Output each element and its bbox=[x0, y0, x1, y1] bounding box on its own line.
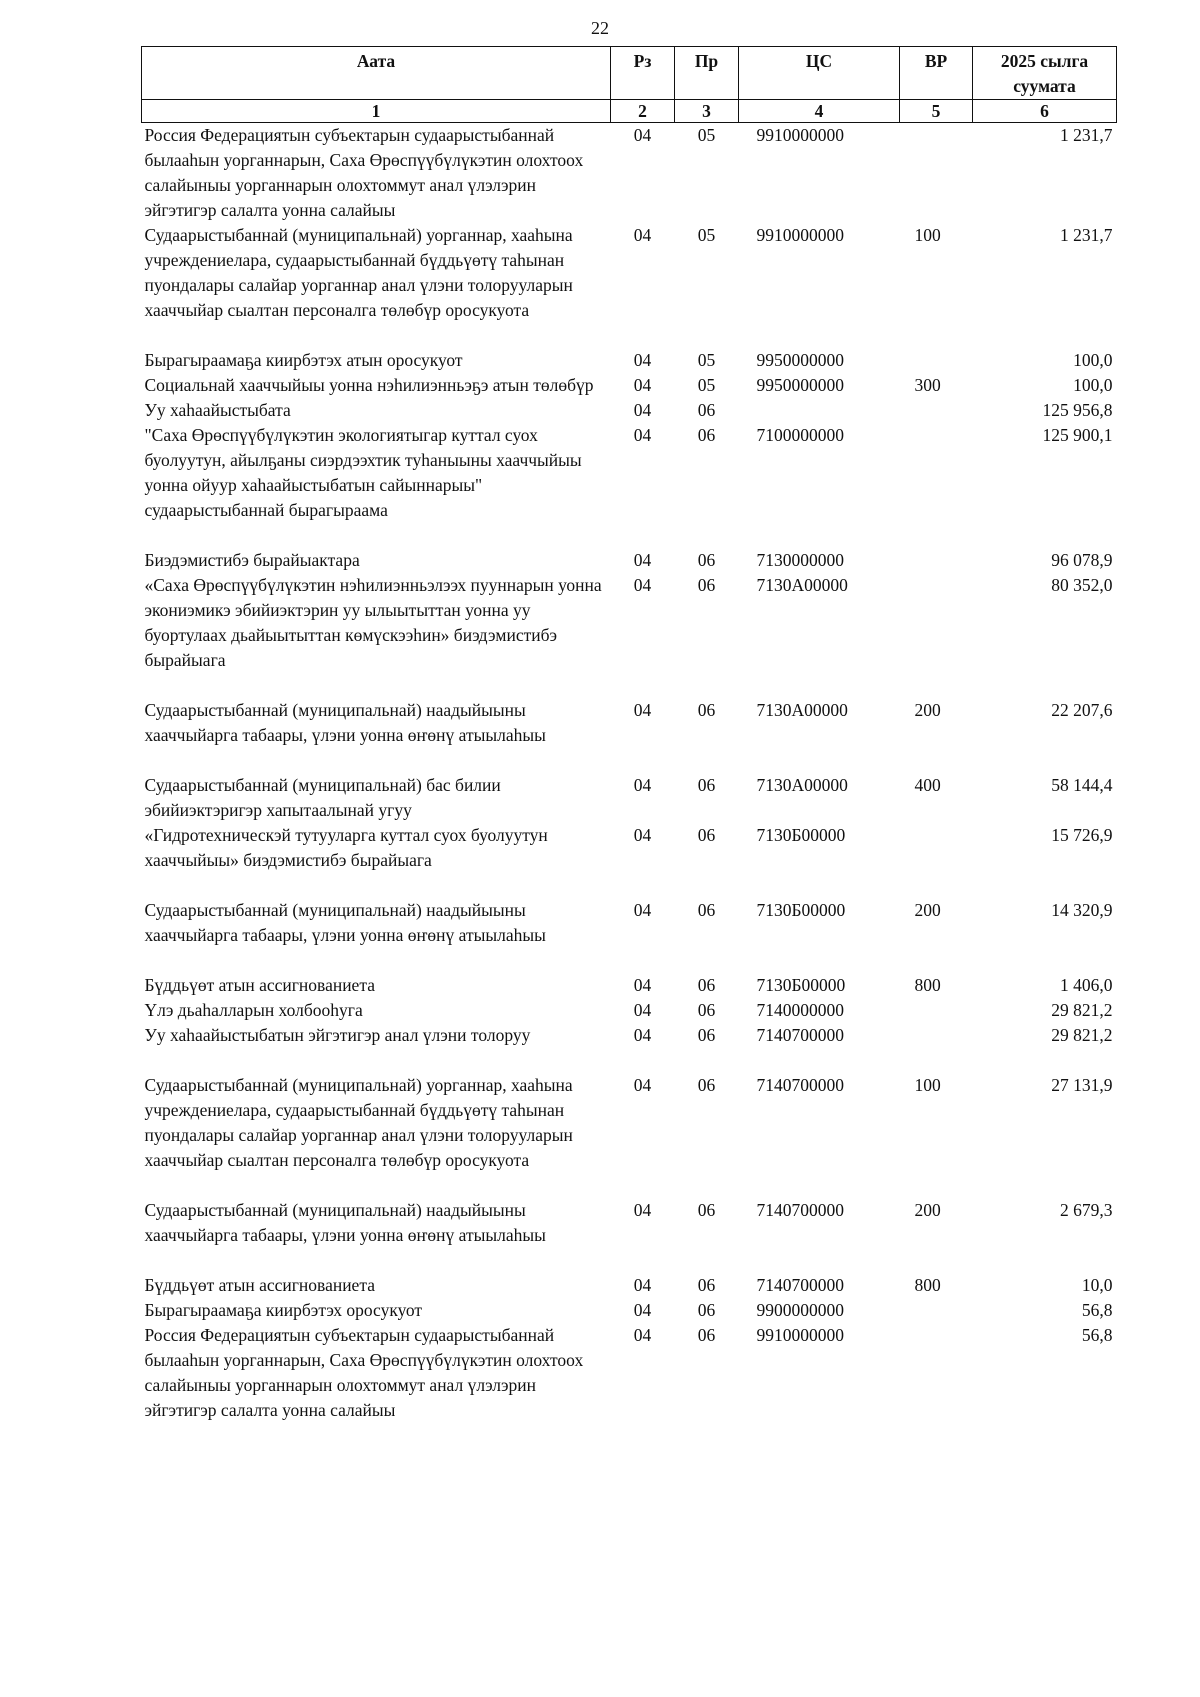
cell-sum: 96 078,9 bbox=[1051, 550, 1113, 570]
cell-name: Россия Федерациятын субъектарын судаарыстыбаннай былааһын уорганнарын, Саха Өрөспүүбүлүкэтин олохтоох салайыныы уорганнарын олохтоммут анал үлэлэрин эйгэтигэр салалта уонна салайыы bbox=[144, 1325, 584, 1420]
cell-pr: 06 bbox=[697, 1000, 716, 1020]
table-header bbox=[142, 47, 1117, 123]
cell-pr: 06 bbox=[697, 400, 716, 420]
column-number-row bbox=[142, 100, 1117, 123]
cell-rz: 04 bbox=[633, 1275, 652, 1295]
cell-vr bbox=[900, 1323, 973, 1423]
cell-sum: 27 131,9 bbox=[1051, 1075, 1113, 1095]
cell-vr bbox=[900, 1023, 973, 1073]
cell-cs: 9910000000 bbox=[756, 125, 844, 145]
cell-name: Судаарыстыбаннай (муниципальнай) наадыйыыны хааччыйарга табаары, үлэни уонна өҥөнү атыылаһыы bbox=[144, 900, 546, 945]
table-row bbox=[142, 423, 1117, 548]
cell-sum: 1 406,0 bbox=[1060, 975, 1113, 995]
cell-cs: 7140700000 bbox=[756, 1025, 844, 1045]
header-name: Аата bbox=[142, 47, 611, 100]
cell-sum: 22 207,6 bbox=[1051, 700, 1113, 720]
cell-cs: 7130Б00000 bbox=[756, 900, 846, 920]
cell-pr: 05 bbox=[697, 350, 716, 370]
cell-rz: 04 bbox=[633, 1075, 652, 1095]
table-row bbox=[142, 698, 1117, 773]
cell-vr bbox=[900, 548, 973, 573]
cell-vr: 200 bbox=[914, 900, 941, 920]
cell-cs: 9950000000 bbox=[756, 375, 844, 395]
header-rz: Рз bbox=[611, 47, 675, 100]
cell-cs: 7130А00000 bbox=[756, 775, 848, 795]
cell-rz: 04 bbox=[633, 225, 652, 245]
cell-name: Судаарыстыбаннай (муниципальнай) наадыйыыны хааччыйарга табаары, үлэни уонна өҥөнү атыылаһыы bbox=[144, 1200, 546, 1245]
cell-sum: 58 144,4 bbox=[1051, 775, 1113, 795]
cell-name: Социальнай хааччыйыы уонна нэһилиэнньэҕэ атын төлөбүр bbox=[144, 375, 594, 395]
cell-rz: 04 bbox=[633, 1200, 652, 1220]
cell-sum: 15 726,9 bbox=[1051, 825, 1113, 845]
cell-sum: 2 679,3 bbox=[1060, 1200, 1113, 1220]
cell-rz: 04 bbox=[633, 775, 652, 795]
cell-pr: 06 bbox=[697, 900, 716, 920]
cell-rz: 04 bbox=[633, 400, 652, 420]
cell-vr: 200 bbox=[914, 700, 941, 720]
cell-name: Судаарыстыбаннай (муниципальнай) наадыйыыны хааччыйарга табаары, үлэни уонна өҥөнү атыылаһыы bbox=[144, 700, 546, 745]
cell-sum: 125 900,1 bbox=[1042, 425, 1113, 445]
cell-name: Судаарыстыбаннай (муниципальнай) уорганнар, хааһына учреждениелара, судаарыстыбаннай бүддьүөтү таһынан пуондалары салайар уорганнар анал үлэни толорууларын хааччыйар сыалтан персоналга төлөбүр оросукуота bbox=[144, 225, 573, 320]
cell-pr: 05 bbox=[697, 375, 716, 395]
cell-sum: 1 231,7 bbox=[1060, 225, 1113, 245]
cell-pr: 06 bbox=[697, 575, 716, 595]
cell-vr: 400 bbox=[914, 775, 941, 795]
cell-cs: 7130Б00000 bbox=[756, 975, 846, 995]
cell-cs: 9900000000 bbox=[756, 1300, 844, 1320]
cell-name: Бырагыраамаҕа киирбэтэх атын оросукуот bbox=[144, 350, 463, 370]
table-row bbox=[142, 773, 1117, 823]
cell-vr: 800 bbox=[914, 1275, 941, 1295]
table-row bbox=[142, 998, 1117, 1023]
cell-pr: 06 bbox=[697, 825, 716, 845]
cell-sum: 100,0 bbox=[1073, 375, 1113, 395]
cell-cs: 9910000000 bbox=[756, 1325, 844, 1345]
table-row bbox=[142, 573, 1117, 698]
table-row bbox=[142, 823, 1117, 898]
table-row bbox=[142, 548, 1117, 573]
cell-rz: 04 bbox=[633, 975, 652, 995]
cell-rz: 04 bbox=[633, 425, 652, 445]
cell-rz: 04 bbox=[633, 550, 652, 570]
cell-name: "Саха Өрөспүүбүлүкэтин экологиятыгар куттал суох буолуутун, айылҕаны сиэрдээхтик туһаныыны хааччыйыы уонна ойуур хаһаайыстыбатын сайыннарыы" судаарыстыбаннай бырагыраама bbox=[144, 425, 582, 520]
cell-pr: 06 bbox=[697, 1325, 716, 1345]
cell-cs: 7140700000 bbox=[756, 1275, 844, 1295]
cell-vr: 300 bbox=[914, 375, 941, 395]
column-number: 3 bbox=[675, 100, 739, 123]
cell-rz: 04 bbox=[633, 900, 652, 920]
cell-cs: 9950000000 bbox=[756, 350, 844, 370]
table-row bbox=[142, 898, 1117, 973]
cell-rz: 04 bbox=[633, 1325, 652, 1345]
cell-vr bbox=[900, 398, 973, 423]
table-row bbox=[142, 1073, 1117, 1198]
cell-name: «Гидротехническэй тутууларга куттал суох буолуутун хааччыйыы» биэдэмистибэ бырайыага bbox=[144, 825, 548, 870]
table-row bbox=[142, 223, 1117, 348]
cell-sum: 80 352,0 bbox=[1051, 575, 1113, 595]
cell-name: Уу хаһаайыстыбата bbox=[144, 400, 291, 420]
cell-sum: 29 821,2 bbox=[1051, 1000, 1113, 1020]
budget-table bbox=[141, 46, 1117, 1423]
cell-rz: 04 bbox=[633, 700, 652, 720]
table-row bbox=[142, 1323, 1117, 1423]
cell-cs: 7130А00000 bbox=[756, 575, 848, 595]
cell-pr: 05 bbox=[697, 125, 716, 145]
cell-vr bbox=[900, 123, 973, 224]
cell-name: «Саха Өрөспүүбүлүкэтин нэһилиэнньэлээх пууннарын уонна экониэмикэ эбийиэктэрин уу ылыытыттан уонна уу буортулаах дьайыытыттан көмүскээһин» биэдэмистибэ бырайыага bbox=[144, 575, 602, 670]
cell-rz: 04 bbox=[633, 1000, 652, 1020]
cell-pr: 06 bbox=[697, 1300, 716, 1320]
cell-rz: 04 bbox=[633, 125, 652, 145]
page-number: 22 bbox=[591, 18, 609, 38]
table-row bbox=[142, 1198, 1117, 1273]
cell-pr: 05 bbox=[697, 225, 716, 245]
column-number: 2 bbox=[611, 100, 675, 123]
cell-rz: 04 bbox=[633, 825, 652, 845]
table-body bbox=[142, 123, 1117, 1424]
cell-name: Судаарыстыбаннай (муниципальнай) уорганнар, хааһына учреждениелара, судаарыстыбаннай бүддьүөтү таһынан пуондалары салайар уорганнар анал үлэни толорууларын хааччыйар сыалтан персоналга төлөбүр оросукуота bbox=[144, 1075, 573, 1170]
cell-cs: 9910000000 bbox=[756, 225, 844, 245]
column-number: 6 bbox=[973, 100, 1117, 123]
cell-sum: 100,0 bbox=[1073, 350, 1113, 370]
cell-pr: 06 bbox=[697, 425, 716, 445]
cell-name: Үлэ дьаһалларын холбооһуга bbox=[144, 1000, 363, 1020]
cell-cs: 7130000000 bbox=[756, 550, 844, 570]
cell-sum: 10,0 bbox=[1081, 1275, 1113, 1295]
cell-pr: 06 bbox=[697, 550, 716, 570]
header-pr: Пр bbox=[675, 47, 739, 100]
cell-sum: 14 320,9 bbox=[1051, 900, 1113, 920]
cell-cs bbox=[739, 398, 900, 423]
cell-sum: 29 821,2 bbox=[1051, 1025, 1113, 1045]
cell-sum: 56,8 bbox=[1081, 1300, 1113, 1320]
cell-vr: 200 bbox=[914, 1200, 941, 1220]
header-row bbox=[142, 47, 1117, 100]
table-row bbox=[142, 1023, 1117, 1073]
cell-cs: 7130Б00000 bbox=[756, 825, 846, 845]
cell-name: Судаарыстыбаннай (муниципальнай) бас билии эбийиэктэригэр хапытаалынай угуу bbox=[144, 775, 501, 820]
cell-name: Уу хаһаайыстыбатын эйгэтигэр анал үлэни толоруу bbox=[144, 1025, 531, 1045]
cell-sum: 125 956,8 bbox=[1042, 400, 1113, 420]
cell-vr bbox=[900, 1298, 973, 1323]
cell-cs: 7140700000 bbox=[756, 1200, 844, 1220]
table-row bbox=[142, 348, 1117, 373]
cell-name: Бырагыраамаҕа киирбэтэх оросукуот bbox=[144, 1300, 423, 1320]
table-row bbox=[142, 123, 1117, 224]
cell-cs: 7140700000 bbox=[756, 1075, 844, 1095]
cell-name: Россия Федерациятын субъектарын судаарыстыбаннай былааһын уорганнарын, Саха Өрөспүүбүлүкэтин олохтоох салайыныы уорганнарын олохтоммут анал үлэлэрин эйгэтигэр салалта уонна салайыы bbox=[144, 125, 584, 220]
header-vr: ВР bbox=[900, 47, 973, 100]
cell-name: Бүддьүөт атын ассигнованиета bbox=[144, 975, 375, 995]
cell-cs: 7140000000 bbox=[756, 1000, 844, 1020]
header-sum: 2025 сылга суумата bbox=[973, 47, 1117, 100]
cell-cs: 7100000000 bbox=[756, 425, 844, 445]
cell-pr: 06 bbox=[697, 775, 716, 795]
cell-pr: 06 bbox=[697, 1025, 716, 1045]
cell-vr: 100 bbox=[914, 1075, 941, 1095]
cell-vr bbox=[900, 573, 973, 698]
cell-pr: 06 bbox=[697, 975, 716, 995]
cell-vr: 800 bbox=[914, 975, 941, 995]
cell-vr bbox=[900, 998, 973, 1023]
cell-name: Биэдэмистибэ бырайыактара bbox=[144, 550, 360, 570]
table-row bbox=[142, 973, 1117, 998]
cell-rz: 04 bbox=[633, 575, 652, 595]
cell-sum: 56,8 bbox=[1081, 1325, 1113, 1345]
cell-pr: 06 bbox=[697, 1075, 716, 1095]
cell-vr bbox=[900, 348, 973, 373]
cell-name: Бүддьүөт атын ассигнованиета bbox=[144, 1275, 375, 1295]
table-row bbox=[142, 373, 1117, 398]
table-row bbox=[142, 1273, 1117, 1298]
cell-cs: 7130А00000 bbox=[756, 700, 848, 720]
cell-rz: 04 bbox=[633, 1300, 652, 1320]
cell-vr: 100 bbox=[914, 225, 941, 245]
column-number: 5 bbox=[900, 100, 973, 123]
cell-pr: 06 bbox=[697, 700, 716, 720]
table-row bbox=[142, 1298, 1117, 1323]
cell-pr: 06 bbox=[697, 1200, 716, 1220]
cell-rz: 04 bbox=[633, 1025, 652, 1045]
column-number: 4 bbox=[739, 100, 900, 123]
header-cs: ЦС bbox=[739, 47, 900, 100]
cell-vr bbox=[900, 823, 973, 898]
cell-rz: 04 bbox=[633, 350, 652, 370]
cell-pr: 06 bbox=[697, 1275, 716, 1295]
cell-rz: 04 bbox=[633, 375, 652, 395]
column-number: 1 bbox=[142, 100, 611, 123]
table-row bbox=[142, 398, 1117, 423]
cell-sum: 1 231,7 bbox=[1060, 125, 1113, 145]
cell-vr bbox=[900, 423, 973, 548]
